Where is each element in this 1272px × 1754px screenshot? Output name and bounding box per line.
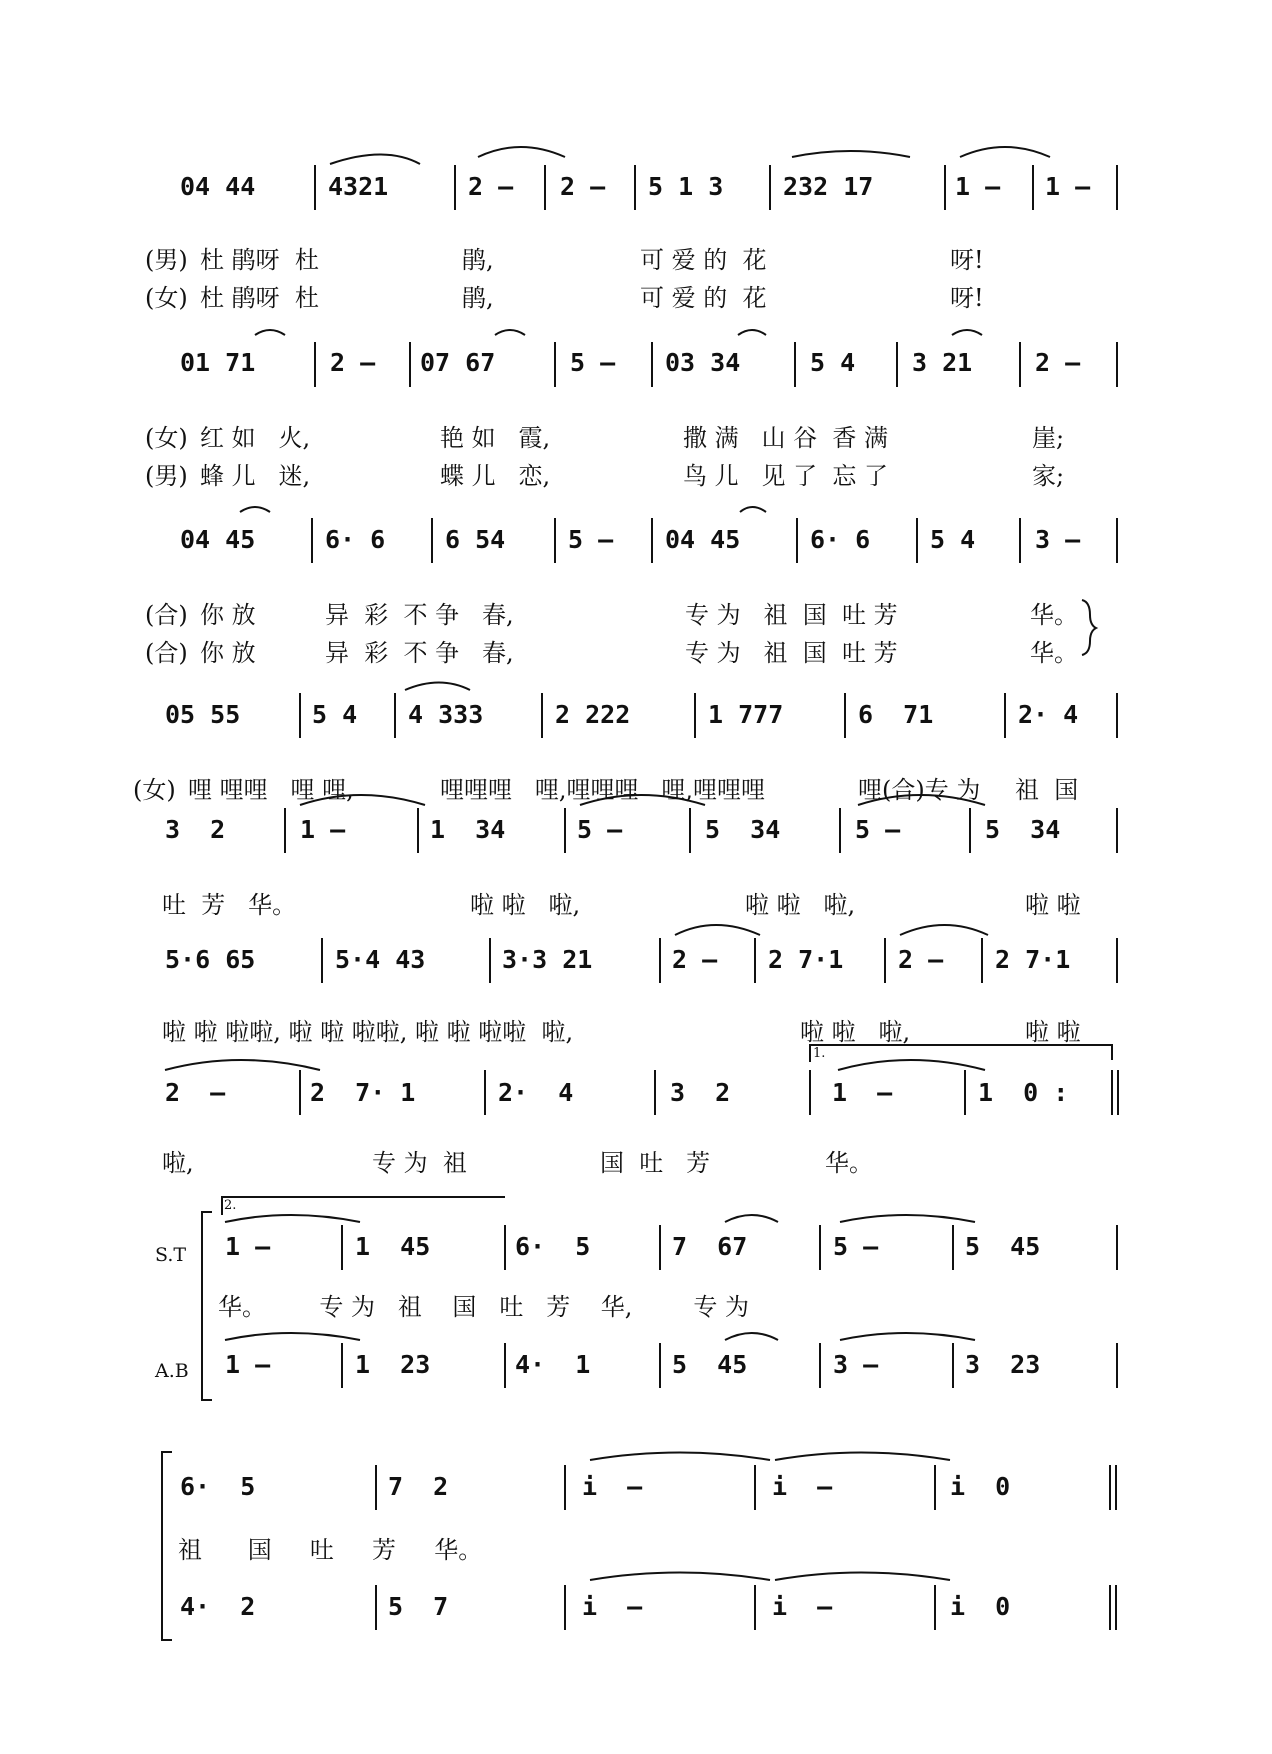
lyrics-line (0, 456, 1272, 496)
note-group: 4 333 (408, 700, 484, 729)
lyrics-line (0, 1530, 1272, 1570)
note-group: 3 2 (165, 815, 226, 844)
lyric-text: 你 放 (200, 639, 256, 667)
note-group: 6· 5 (515, 1232, 591, 1261)
note-group: 2 7·1 (768, 945, 844, 974)
note-group: 2 – (468, 172, 514, 201)
lyrics-line (0, 885, 1272, 925)
note-group: 6· 6 (325, 525, 386, 554)
note-group: 2 – (165, 1078, 226, 1107)
note-group: 6 54 (445, 525, 506, 554)
note-group: 5 45 (965, 1232, 1041, 1261)
lyric-text: 吐 芳 华。 (162, 891, 297, 919)
lyric-text: 红 如 火, (200, 424, 311, 452)
notation-line-2 (0, 348, 1272, 408)
lyric-text: 华。 专 为 祖 国 吐 芳 华, 专 为 (218, 1293, 750, 1321)
note-group: 3·3 21 (502, 945, 593, 974)
notation-line-7 (0, 1078, 1272, 1138)
note-group: 1 – (225, 1350, 271, 1379)
note-group: i 0 (950, 1592, 1011, 1621)
notation-line-4 (0, 700, 1272, 760)
voice-part-label: A.B (155, 1360, 189, 1382)
lyric-text: 啦 啦 (1025, 1018, 1081, 1046)
note-group: 5·4 43 (335, 945, 426, 974)
note-group: i – (582, 1472, 643, 1501)
note-group: 1 45 (355, 1232, 431, 1261)
notation-line-1 (0, 172, 1272, 232)
note-group: 2 – (330, 348, 376, 377)
note-group: 3 – (1035, 525, 1081, 554)
lyric-text: 呀! (950, 246, 984, 274)
note-group: 6 71 (858, 700, 934, 729)
lyrics-line (0, 278, 1272, 318)
note-group: 7 2 (388, 1472, 449, 1501)
note-group: 5 4 (312, 700, 358, 729)
note-group: 5 34 (985, 815, 1061, 844)
note-group: 2 – (560, 172, 606, 201)
note-group: 2 – (1035, 348, 1081, 377)
note-group: 1 – (1045, 172, 1091, 201)
voice-label: (女) (145, 424, 188, 452)
lyric-text: 哩哩哩 哩,哩哩哩 哩,哩哩哩 (440, 776, 766, 804)
lyric-text: 杜 鹃呀 杜 (200, 284, 319, 312)
lyric-text: 蜂 儿 迷, (200, 462, 311, 490)
notation-line-6 (0, 945, 1272, 1005)
lyric-text: 杜 鹃呀 杜 (200, 246, 319, 274)
lyric-text: 华。 (1030, 601, 1078, 629)
note-group: 6· 6 (810, 525, 871, 554)
lyric-text: 专 为 祖 国 吐 芳 (685, 639, 898, 667)
note-group: 1 – (832, 1078, 893, 1107)
lyric-text: 可 爱 的 花 (640, 246, 767, 274)
lyric-text: 鸟 儿 见 了 忘 了 (683, 462, 889, 490)
note-group: 7 67 (672, 1232, 748, 1261)
note-group: i – (772, 1592, 833, 1621)
lyrics-line (0, 595, 1272, 635)
note-group: 2· 4 (498, 1078, 574, 1107)
note-group: 4· 2 (180, 1592, 256, 1621)
note-group: 5 1 3 (648, 172, 724, 201)
lyric-text: 蝶 儿 恋, (440, 462, 551, 490)
note-group: 1 23 (355, 1350, 431, 1379)
notation-line-st (0, 1232, 1272, 1292)
note-group: 2 222 (555, 700, 631, 729)
notation-line-5 (0, 815, 1272, 875)
lyric-text: 异 彩 不 争 春, (325, 639, 514, 667)
lyrics-line (0, 1143, 1272, 1183)
note-group: i – (582, 1592, 643, 1621)
note-group: 1 – (225, 1232, 271, 1261)
note-group: 3 23 (965, 1350, 1041, 1379)
lyric-text: 啦, (162, 1149, 194, 1177)
note-group: 5 – (568, 525, 614, 554)
lyric-text: 国 吐 芳 (600, 1149, 711, 1177)
lyric-text: 祖 国 (1015, 776, 1079, 804)
lyric-text: 鹃, (462, 284, 494, 312)
note-group: 2 – (672, 945, 718, 974)
note-group: 5 4 (930, 525, 976, 554)
note-group: 4321 (328, 172, 389, 201)
lyrics-line (0, 1287, 1272, 1327)
lyric-text: 异 彩 不 争 春, (325, 601, 514, 629)
note-group: 232 17 (783, 172, 874, 201)
note-group: 3 – (833, 1350, 879, 1379)
lyric-text: 可 爱 的 花 (640, 284, 767, 312)
note-group: 5 34 (705, 815, 781, 844)
note-group: 3 21 (912, 348, 973, 377)
notation-line-3 (0, 525, 1272, 585)
note-group: 05 55 (165, 700, 241, 729)
lyrics-line (0, 418, 1272, 458)
lyric-text: 你 放 (200, 601, 256, 629)
lyric-text: 啦 啦 啦, (745, 891, 856, 919)
note-group: 6· 5 (180, 1472, 256, 1501)
note-group: 04 44 (180, 172, 256, 201)
note-group: 2· 4 (1018, 700, 1079, 729)
note-group: 3 2 (670, 1078, 731, 1107)
note-group: 2 7· 1 (310, 1078, 416, 1107)
lyric-text: 啦 啦 (1025, 891, 1081, 919)
note-group: 5 – (855, 815, 901, 844)
lyric-text: 哩(合)专 为 (858, 776, 981, 804)
lyrics-line (0, 240, 1272, 280)
notation-line-final-lower (0, 1592, 1272, 1652)
note-group: 1 777 (708, 700, 784, 729)
note-group: 07 67 (420, 348, 496, 377)
note-group: 5·6 65 (165, 945, 256, 974)
volta-bracket (222, 1197, 505, 1215)
note-group: 5 45 (672, 1350, 748, 1379)
note-group: 1 34 (430, 815, 506, 844)
voice-label: (男) (145, 462, 188, 490)
note-group: 5 4 (810, 348, 856, 377)
note-group: 04 45 (665, 525, 741, 554)
voice-label: (男) (145, 246, 188, 274)
lyric-text: 撒 满 山 谷 香 满 (683, 424, 889, 452)
note-group: 5 – (833, 1232, 879, 1261)
note-group: 2 – (898, 945, 944, 974)
volta-label: 2. (224, 1198, 237, 1213)
lyric-text: 祖 国 吐 芳 华。 (178, 1536, 483, 1564)
note-group: 03 34 (665, 348, 741, 377)
volta-label: 1. (813, 1046, 826, 1061)
note-group: 5 – (570, 348, 616, 377)
lyric-text: 华。 (1030, 639, 1078, 667)
lyrics-line (0, 1012, 1272, 1052)
note-group: i – (772, 1472, 833, 1501)
lyric-text: 啦 啦 啦, (800, 1018, 911, 1046)
lyric-text: 啦 啦 啦啦, 啦 啦 啦啦, 啦 啦 啦啦 啦, (162, 1018, 574, 1046)
note-group: 5 – (577, 815, 623, 844)
note-group: 01 71 (180, 348, 256, 377)
note-group: 2 7·1 (995, 945, 1071, 974)
voice-label: (女) (133, 776, 176, 804)
voice-label: (合) (145, 639, 188, 667)
lyric-text: 专 为 祖 国 吐 芳 (685, 601, 898, 629)
voice-part-label: S.T (155, 1244, 187, 1266)
lyric-text: 崖; (1032, 424, 1065, 452)
lyric-text: 哩 哩哩 哩 哩, (188, 776, 354, 804)
note-group: 04 45 (180, 525, 256, 554)
note-group: i 0 (950, 1472, 1011, 1501)
lyrics-line (0, 770, 1272, 810)
voice-label: (女) (145, 284, 188, 312)
note-group: 5 7 (388, 1592, 449, 1621)
notation-line-ab (0, 1350, 1272, 1410)
lyric-text: 啦 啦 啦, (470, 891, 581, 919)
note-group: 4· 1 (515, 1350, 591, 1379)
lyric-text: 艳 如 霞, (440, 424, 551, 452)
lyric-text: 专 为 祖 (372, 1149, 467, 1177)
lyrics-line (0, 633, 1272, 673)
lyric-text: 家; (1032, 462, 1065, 490)
lyric-text: 鹃, (462, 246, 494, 274)
note-group: 1 – (955, 172, 1001, 201)
lyric-text: 华。 (825, 1149, 873, 1177)
note-group: 1 0 : (978, 1078, 1069, 1107)
notation-line-final-upper (0, 1472, 1272, 1532)
note-group: 1 – (300, 815, 346, 844)
lyric-text: 呀! (950, 284, 984, 312)
voice-label: (合) (145, 601, 188, 629)
